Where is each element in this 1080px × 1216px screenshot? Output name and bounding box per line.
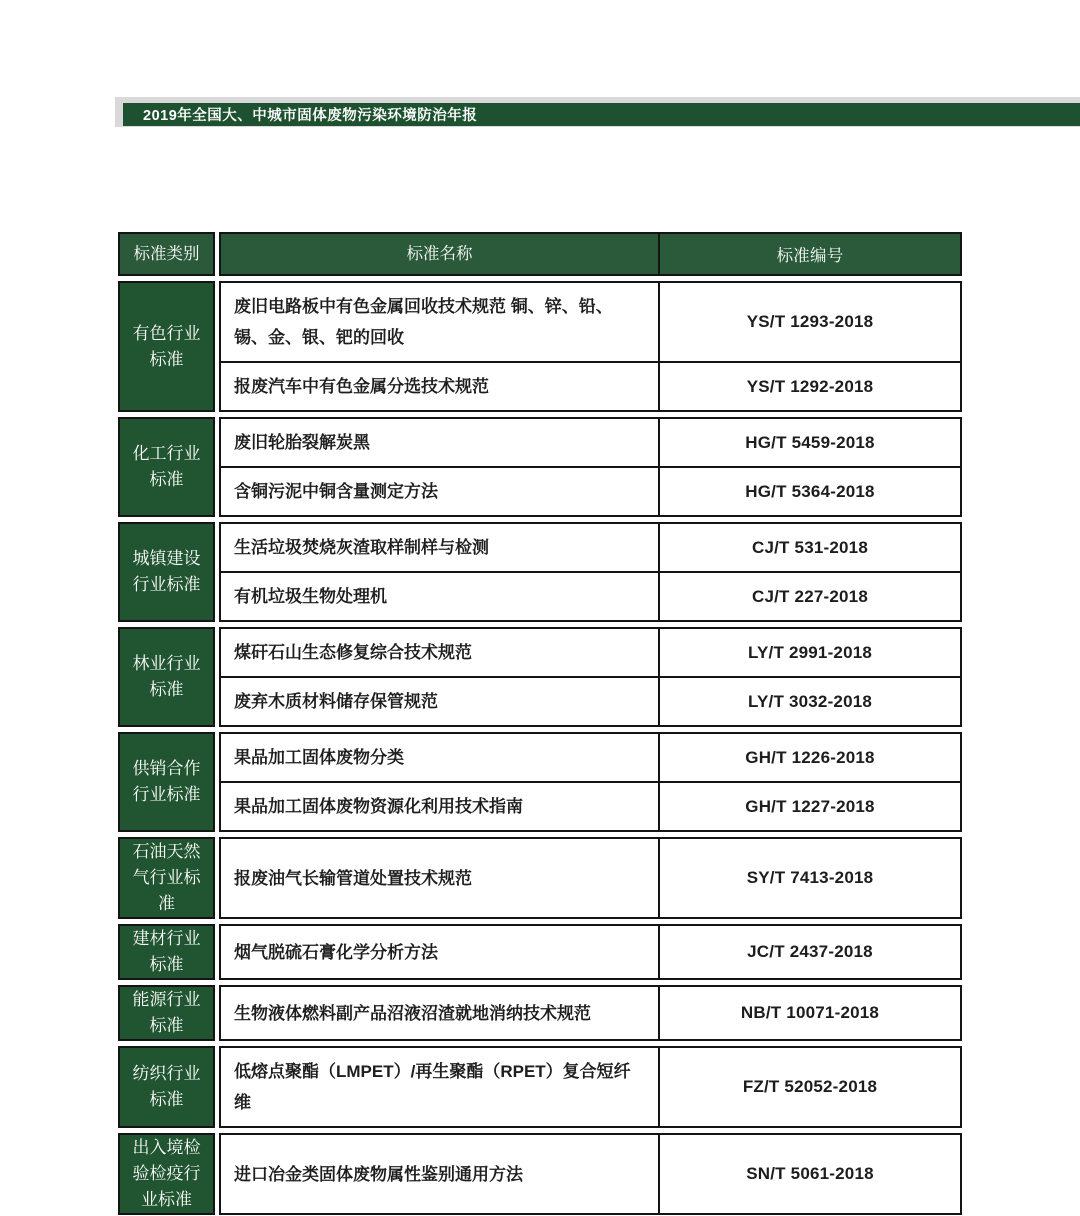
table-body (118, 281, 962, 1215)
report-title-banner (123, 103, 1080, 126)
standards-group (118, 732, 962, 832)
standard-number: YS/T 1293-2018 (658, 283, 960, 361)
standard-name: 进口冶金类固体废物属性鉴别通用方法 (234, 1164, 523, 1184)
standard-number: HG/T 5364-2018 (658, 468, 960, 515)
standard-name: 煤矸石山生态修复综合技术规范 (234, 643, 472, 662)
category-label: 化工行业标准 (132, 444, 201, 489)
standard-name: 废旧电路板中有色金属回收技术规范 铜、锌、铅、锡、金、银、钯的回收 (234, 297, 613, 347)
table-row (221, 283, 960, 361)
group-rows (219, 837, 962, 919)
standards-group (118, 985, 962, 1041)
standard-number: NB/T 10071-2018 (658, 987, 960, 1039)
group-rows (219, 1133, 962, 1215)
standard-name: 报废油气长输管道处置技术规范 (234, 868, 472, 888)
standard-number: LY/T 3032-2018 (658, 678, 960, 725)
standard-name: 烟气脱硫石膏化学分析方法 (234, 942, 438, 962)
table-row (221, 629, 960, 676)
group-rows (219, 924, 962, 980)
category-label: 城镇建设行业标准 (132, 549, 201, 594)
category-cell (118, 1133, 215, 1215)
category-label: 能源行业标准 (132, 990, 201, 1035)
table-row (221, 839, 960, 917)
table-row (221, 781, 960, 830)
standard-number: GH/T 1226-2018 (658, 734, 960, 781)
standards-group (118, 1133, 962, 1215)
standard-number: SY/T 7413-2018 (658, 839, 960, 917)
standard-name: 低熔点聚酯（LMPET）/再生聚酯（RPET）复合短纤维 (234, 1062, 631, 1112)
header-category-label: 标准类别 (133, 245, 200, 263)
table-row (221, 987, 960, 1039)
table-row (221, 419, 960, 466)
category-label: 纺织行业标准 (132, 1064, 201, 1109)
standards-group (118, 1046, 962, 1128)
category-cell (118, 924, 215, 980)
standards-group (118, 837, 962, 919)
category-label: 建材行业标准 (132, 929, 201, 974)
standard-name: 有机垃圾生物处理机 (234, 587, 387, 606)
standard-number: LY/T 2991-2018 (658, 629, 960, 676)
standard-name: 报废汽车中有色金属分选技术规范 (234, 377, 489, 396)
standards-group (118, 417, 962, 517)
standard-name: 果品加工固体废物资源化利用技术指南 (234, 797, 523, 816)
standard-name: 果品加工固体废物分类 (234, 748, 404, 767)
report-title: 2019年全国大、中城市固体废物污染环境防治年报 (143, 108, 478, 124)
header-main-cells (219, 232, 962, 276)
header-name-label: 标准名称 (406, 245, 473, 263)
standard-name: 生活垃圾焚烧灰渣取样制样与检测 (234, 538, 489, 557)
standard-name: 废弃木质材料储存保管规范 (234, 692, 438, 711)
category-cell (118, 417, 215, 517)
table-row (221, 1048, 960, 1126)
table-header-row (118, 232, 962, 276)
category-cell (118, 522, 215, 622)
standards-group (118, 924, 962, 980)
group-rows (219, 281, 962, 412)
standards-group (118, 627, 962, 727)
category-cell (118, 1046, 215, 1128)
standard-number: SN/T 5061-2018 (658, 1135, 960, 1213)
category-label: 出入境检验检疫行业标准 (132, 1138, 201, 1209)
standard-number: CJ/T 531-2018 (658, 524, 960, 571)
table-row (221, 734, 960, 781)
category-label: 石油天然气行业标准 (132, 842, 201, 913)
group-rows (219, 985, 962, 1041)
table-row (221, 926, 960, 978)
standard-number: GH/T 1227-2018 (658, 783, 960, 830)
standard-number: FZ/T 52052-2018 (658, 1048, 960, 1126)
standard-number: CJ/T 227-2018 (658, 573, 960, 620)
table-row (221, 1135, 960, 1213)
category-cell (118, 837, 215, 919)
table-row (221, 676, 960, 725)
group-rows (219, 417, 962, 517)
category-cell (118, 281, 215, 412)
group-rows (219, 1046, 962, 1128)
standards-group (118, 522, 962, 622)
standard-number: JC/T 2437-2018 (658, 926, 960, 978)
category-label: 有色行业标准 (132, 323, 201, 369)
table-row (221, 361, 960, 410)
header-number-label: 标准编号 (658, 234, 960, 274)
group-rows (219, 732, 962, 832)
table-row (221, 571, 960, 620)
standards-group (118, 281, 962, 412)
standard-name: 生物液体燃料副产品沼液沼渣就地消纳技术规范 (234, 1003, 591, 1023)
group-rows (219, 627, 962, 727)
table-row (221, 466, 960, 515)
table-row (221, 524, 960, 571)
category-cell (118, 627, 215, 727)
standard-number: HG/T 5459-2018 (658, 419, 960, 466)
category-cell (118, 985, 215, 1041)
header-main-row (221, 234, 960, 274)
standard-number: YS/T 1292-2018 (658, 363, 960, 410)
category-label: 林业行业标准 (132, 654, 201, 699)
category-cell (118, 732, 215, 832)
group-rows (219, 522, 962, 622)
banner-shadow (115, 97, 1080, 127)
category-label: 供销合作行业标准 (132, 759, 201, 804)
standard-name: 含铜污泥中铜含量测定方法 (234, 482, 438, 501)
standards-table (118, 232, 962, 1215)
header-category-cell (118, 232, 215, 276)
standard-name: 废旧轮胎裂解炭黑 (234, 433, 370, 452)
